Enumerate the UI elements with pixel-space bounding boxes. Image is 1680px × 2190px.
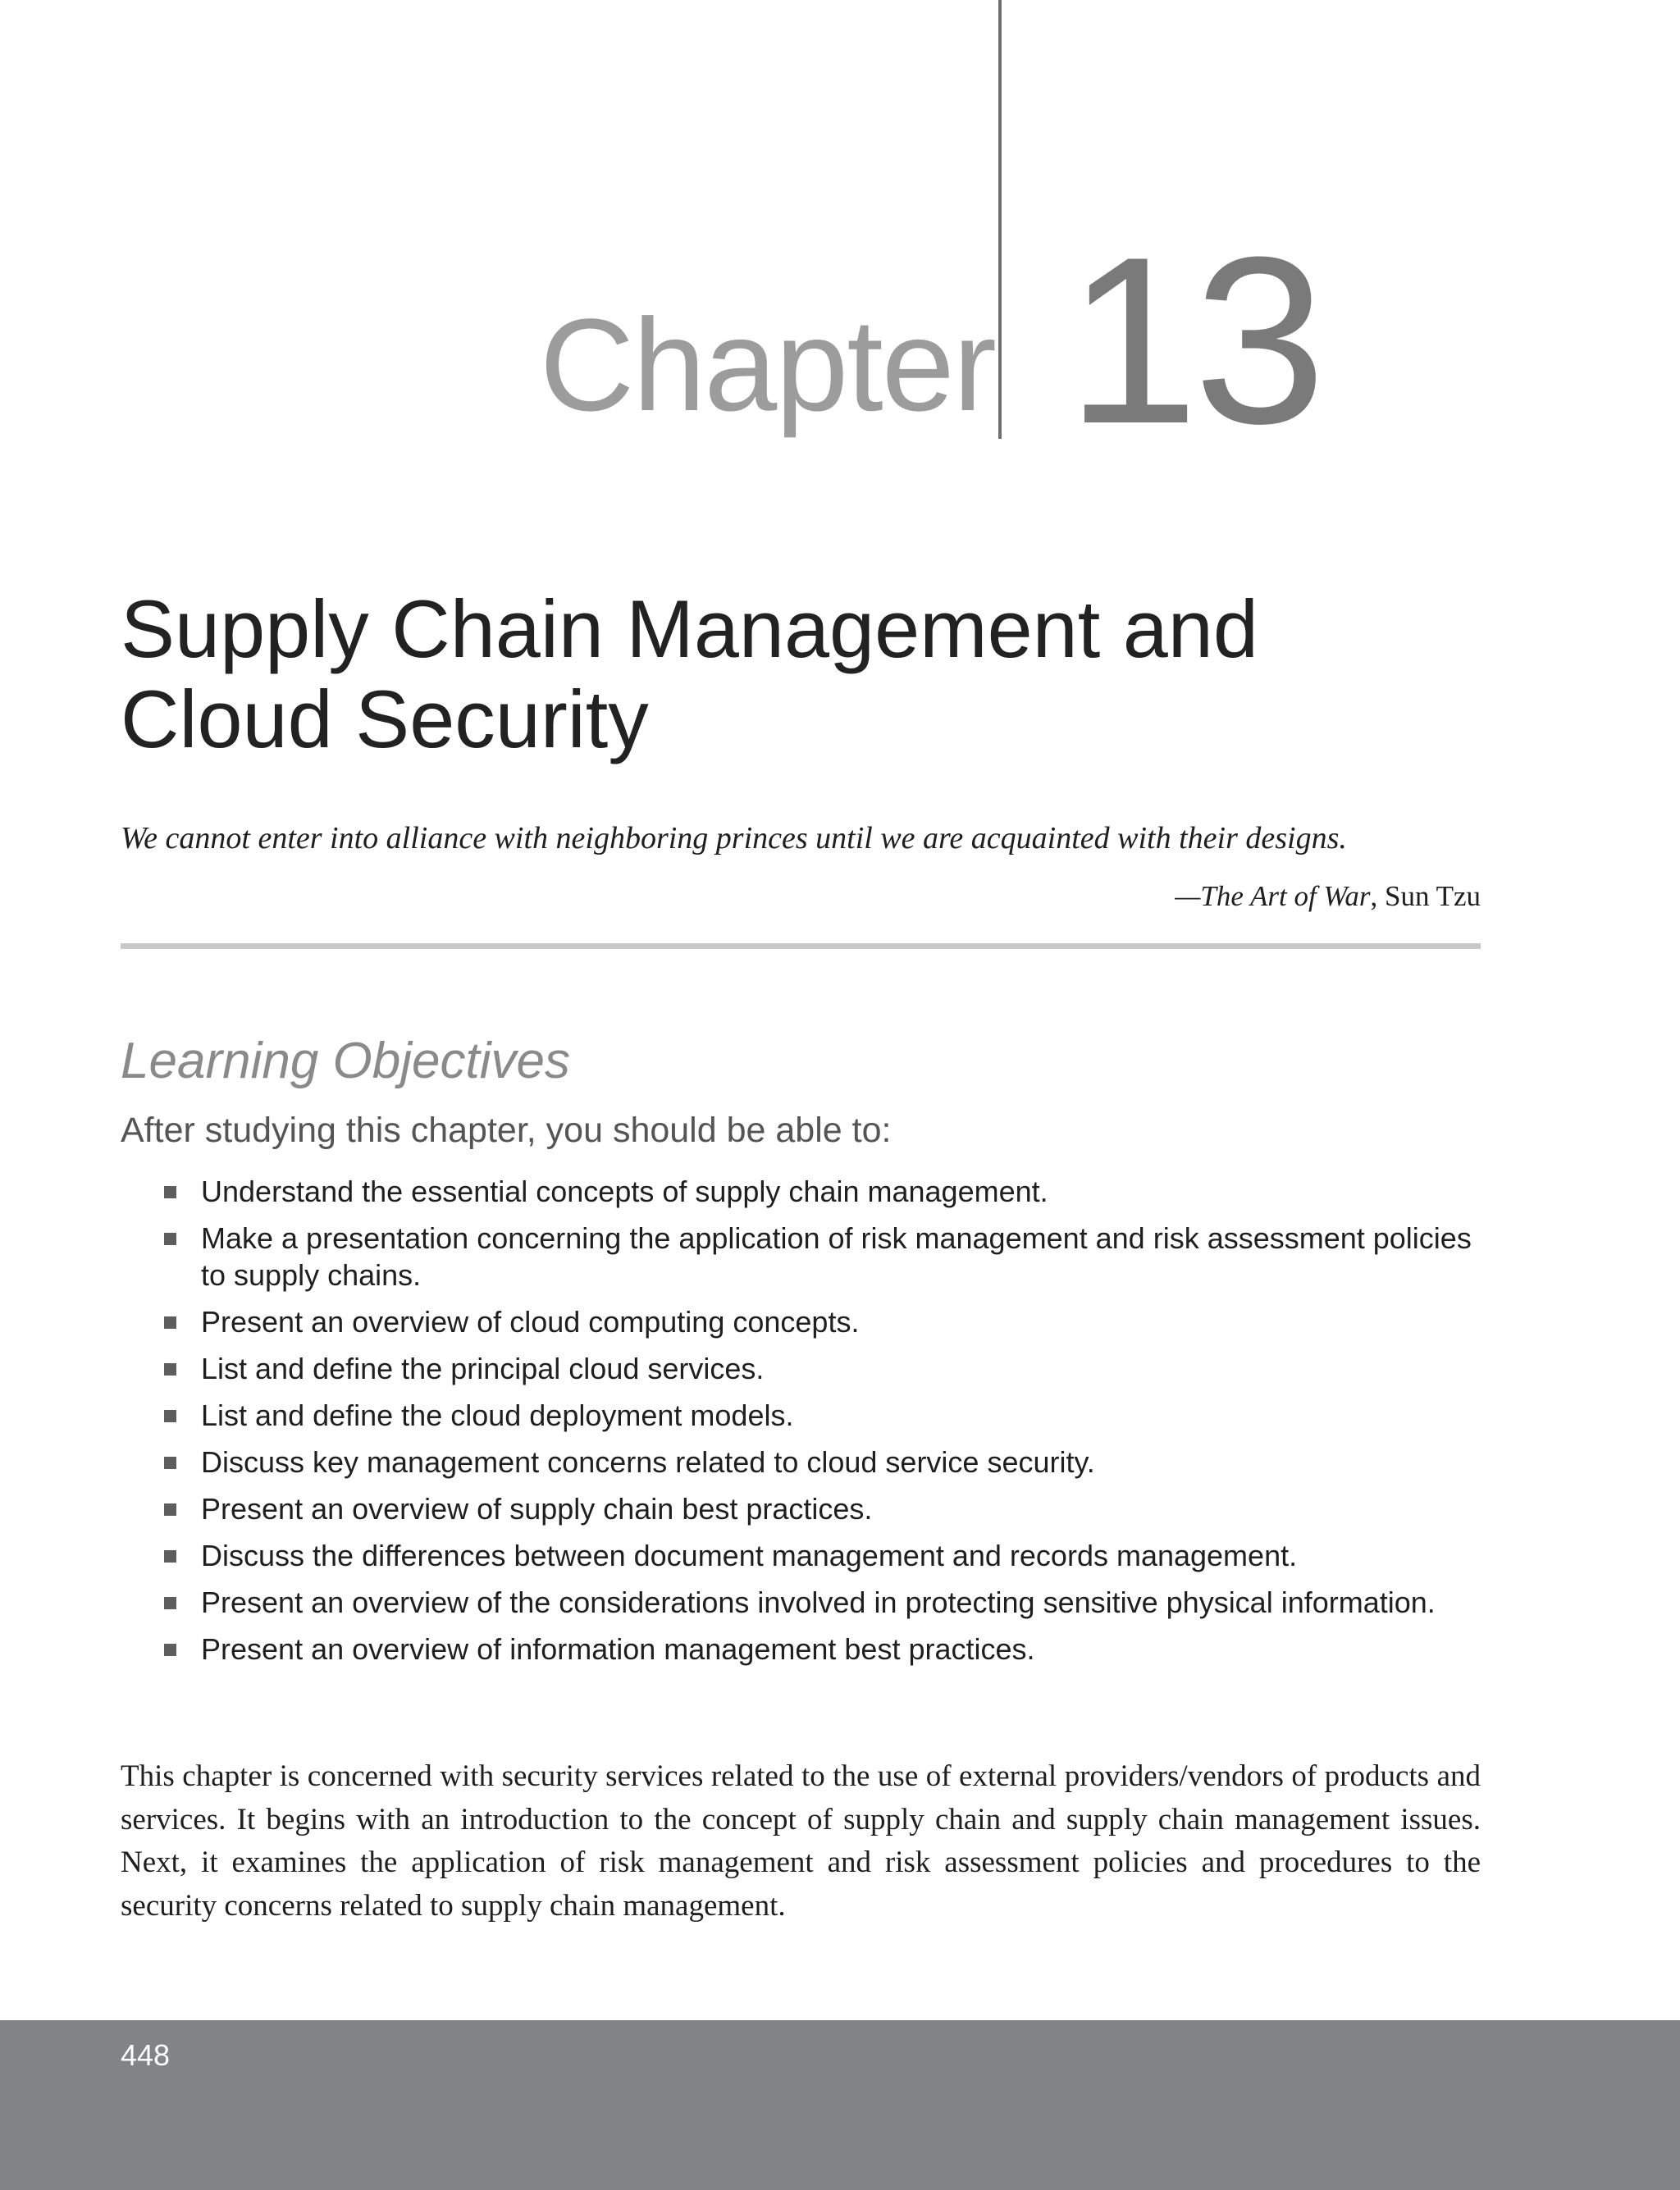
square-bullet-icon xyxy=(164,1316,176,1329)
learning-objectives-heading: Learning Objectives xyxy=(121,1033,570,1089)
square-bullet-icon xyxy=(164,1457,176,1469)
learning-objectives-intro: After studying this chapter, you should be able to: xyxy=(121,1111,892,1150)
objective-text: Present an overview of information management best practices. xyxy=(201,1632,1035,1666)
objective-item xyxy=(162,1303,1482,1340)
objective-item xyxy=(162,1490,1482,1527)
chapter-title-line-2: Cloud Security xyxy=(121,673,649,764)
objective-text: Present an overview of the considerations involved in protecting sensitive physical information. xyxy=(201,1585,1436,1619)
objective-text: Discuss the differences between document management and records management. xyxy=(201,1539,1298,1572)
square-bullet-icon xyxy=(164,1550,176,1563)
objective-item xyxy=(162,1537,1482,1574)
square-bullet-icon xyxy=(164,1363,176,1376)
objective-text: Present an overview of cloud computing concepts. xyxy=(201,1305,860,1339)
chapter-title-line-1: Supply Chain Management and xyxy=(121,583,1258,674)
square-bullet-icon xyxy=(164,1410,176,1422)
learning-objectives-list xyxy=(162,1173,1482,1677)
section-divider xyxy=(121,943,1481,949)
square-bullet-icon xyxy=(164,1233,176,1245)
objective-text: List and define the principal cloud services. xyxy=(201,1352,765,1385)
epigraph-work-title: The Art of War xyxy=(1200,880,1371,912)
epigraph-author: , Sun Tzu xyxy=(1370,880,1481,912)
objective-item xyxy=(162,1173,1482,1210)
objective-text: Make a presentation concerning the application of risk management and risk assessment policies to supply chains. xyxy=(201,1221,1472,1292)
objective-text: Present an overview of supply chain best practices. xyxy=(201,1492,873,1526)
chapter-number: 13 xyxy=(1066,208,1322,473)
objective-item xyxy=(162,1220,1482,1293)
epigraph-attribution xyxy=(1175,878,1481,915)
objective-text: Understand the essential concepts of supply chain management. xyxy=(201,1175,1048,1208)
square-bullet-icon xyxy=(164,1597,176,1609)
objective-item xyxy=(162,1397,1482,1434)
objective-text: List and define the cloud deployment models. xyxy=(201,1398,794,1432)
objective-item xyxy=(162,1444,1482,1481)
page-number: 448 xyxy=(121,2038,171,2072)
chapter-intro-paragraph: This chapter is concerned with security services related to the use of external providers/vendors of products and services. It begins with an introduction to the concept of supply chain and supply chain management issues. Next, it examines the application of risk management and risk assessment policies and procedures to the security concerns related to supply chain management. xyxy=(121,1759,1481,1923)
objective-item xyxy=(162,1631,1482,1668)
square-bullet-icon xyxy=(164,1644,176,1656)
epigraph-quote: We cannot enter into alliance with neighboring princes until we are acquainted with their designs. xyxy=(121,821,1347,855)
chapter-divider-rule xyxy=(998,0,1002,439)
chapter-title xyxy=(121,584,1474,764)
square-bullet-icon xyxy=(164,1503,176,1516)
square-bullet-icon xyxy=(164,1186,176,1198)
footer-band xyxy=(0,2020,1680,2190)
chapter-label: Chapter xyxy=(539,291,995,438)
objective-text: Discuss key management concerns related to cloud service security. xyxy=(201,1445,1095,1479)
epigraph-dash: — xyxy=(1175,880,1201,912)
objective-item xyxy=(162,1350,1482,1387)
objective-item xyxy=(162,1584,1482,1621)
